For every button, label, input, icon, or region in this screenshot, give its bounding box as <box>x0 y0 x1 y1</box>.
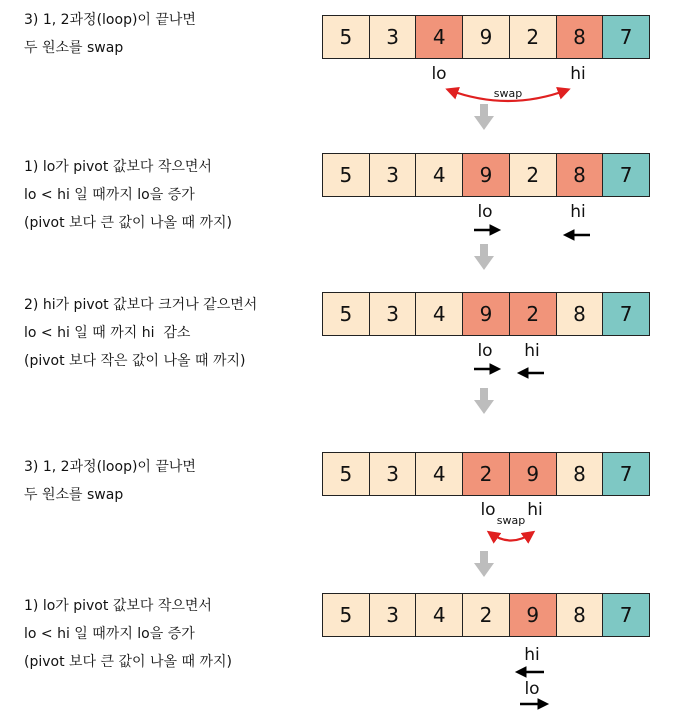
hi-label-2: hi <box>570 202 586 222</box>
array-cell: 9 <box>463 16 510 58</box>
array-cell: 2 <box>463 453 510 495</box>
array-cell: 3 <box>370 453 417 495</box>
array-cell: 7 <box>603 293 649 335</box>
array-cell: 5 <box>323 16 370 58</box>
array-cell: 3 <box>370 293 417 335</box>
array-cell: 3 <box>370 16 417 58</box>
array-cell: 7 <box>603 594 649 636</box>
array-cell: 5 <box>323 453 370 495</box>
swap-label-4: swap <box>496 514 526 527</box>
array-cell: 8 <box>557 154 604 196</box>
array-cell: 2 <box>510 16 557 58</box>
array-cell: 7 <box>603 453 649 495</box>
lo-right-arrow-5 <box>520 699 548 709</box>
step-4-text: 3) 1, 2과정(loop)이 끝나면 두 원소를 swap <box>24 459 196 503</box>
array-cell: 4 <box>416 594 463 636</box>
array-cell: 5 <box>323 293 370 335</box>
lo-label-5: lo <box>524 679 540 699</box>
step-2-text: 1) lo가 pivot 값보다 작으면서 lo < hi 일 때까지 lo을 증가 (pivot 보다 큰 값이 나올 때 까지) <box>24 159 232 231</box>
flow-arrow-1 <box>474 104 494 130</box>
hi-label-1: hi <box>570 64 586 84</box>
array-cell: 3 <box>370 154 417 196</box>
flow-arrow-3 <box>474 388 494 414</box>
swap-label-1: swap <box>493 87 523 100</box>
step-1-text: 3) 1, 2과정(loop)이 끝나면 두 원소를 swap <box>24 12 196 56</box>
step-3-text: 2) hi가 pivot 값보다 크거나 같으면서 lo < hi 일 때 까지 hi 감소 (pivot 보다 작은 값이 나올 때 까지) <box>24 297 258 369</box>
array-cell: 5 <box>323 594 370 636</box>
array-cell: 9 <box>510 594 557 636</box>
flow-arrow-4 <box>474 551 494 577</box>
flow-arrow-2 <box>474 244 494 270</box>
array-cell: 2 <box>463 594 510 636</box>
array-cell: 9 <box>463 293 510 335</box>
array-cell: 3 <box>370 594 417 636</box>
swap-arc-1 <box>449 90 567 101</box>
array-cell: 8 <box>557 453 604 495</box>
lo-label-3: lo <box>477 341 493 361</box>
step-5-text: 1) lo가 pivot 값보다 작으면서 lo < hi 일 때까지 lo을 증가 (pivot 보다 큰 값이 나올 때 까지) <box>24 598 232 670</box>
hi-label-4: hi <box>527 500 543 520</box>
array-cell: 4 <box>416 154 463 196</box>
array-cell: 8 <box>557 594 604 636</box>
hi-left-arrow-5 <box>516 667 544 677</box>
array-cell: 5 <box>323 154 370 196</box>
lo-label-2: lo <box>477 202 493 222</box>
array-cell: 4 <box>416 293 463 335</box>
swap-arc-4 <box>490 533 532 541</box>
lo-right-arrow-3 <box>474 364 500 374</box>
array-cell: 4 <box>416 16 463 58</box>
lo-label-4: lo <box>480 500 496 520</box>
array-cell: 9 <box>510 453 557 495</box>
hi-label-5: hi <box>524 645 540 665</box>
lo-right-arrow-2 <box>474 225 500 235</box>
array-cell: 9 <box>463 154 510 196</box>
hi-left-arrow-3 <box>518 368 544 378</box>
array-cell: 2 <box>510 154 557 196</box>
hi-label-3: hi <box>524 341 540 361</box>
array-cell: 7 <box>603 154 649 196</box>
hi-left-arrow-2 <box>564 230 590 240</box>
array-cell: 2 <box>510 293 557 335</box>
array-cell: 4 <box>416 453 463 495</box>
array-cell: 8 <box>557 16 604 58</box>
lo-label-1: lo <box>431 64 447 84</box>
array-cell: 8 <box>557 293 604 335</box>
array-cell: 7 <box>603 16 649 58</box>
